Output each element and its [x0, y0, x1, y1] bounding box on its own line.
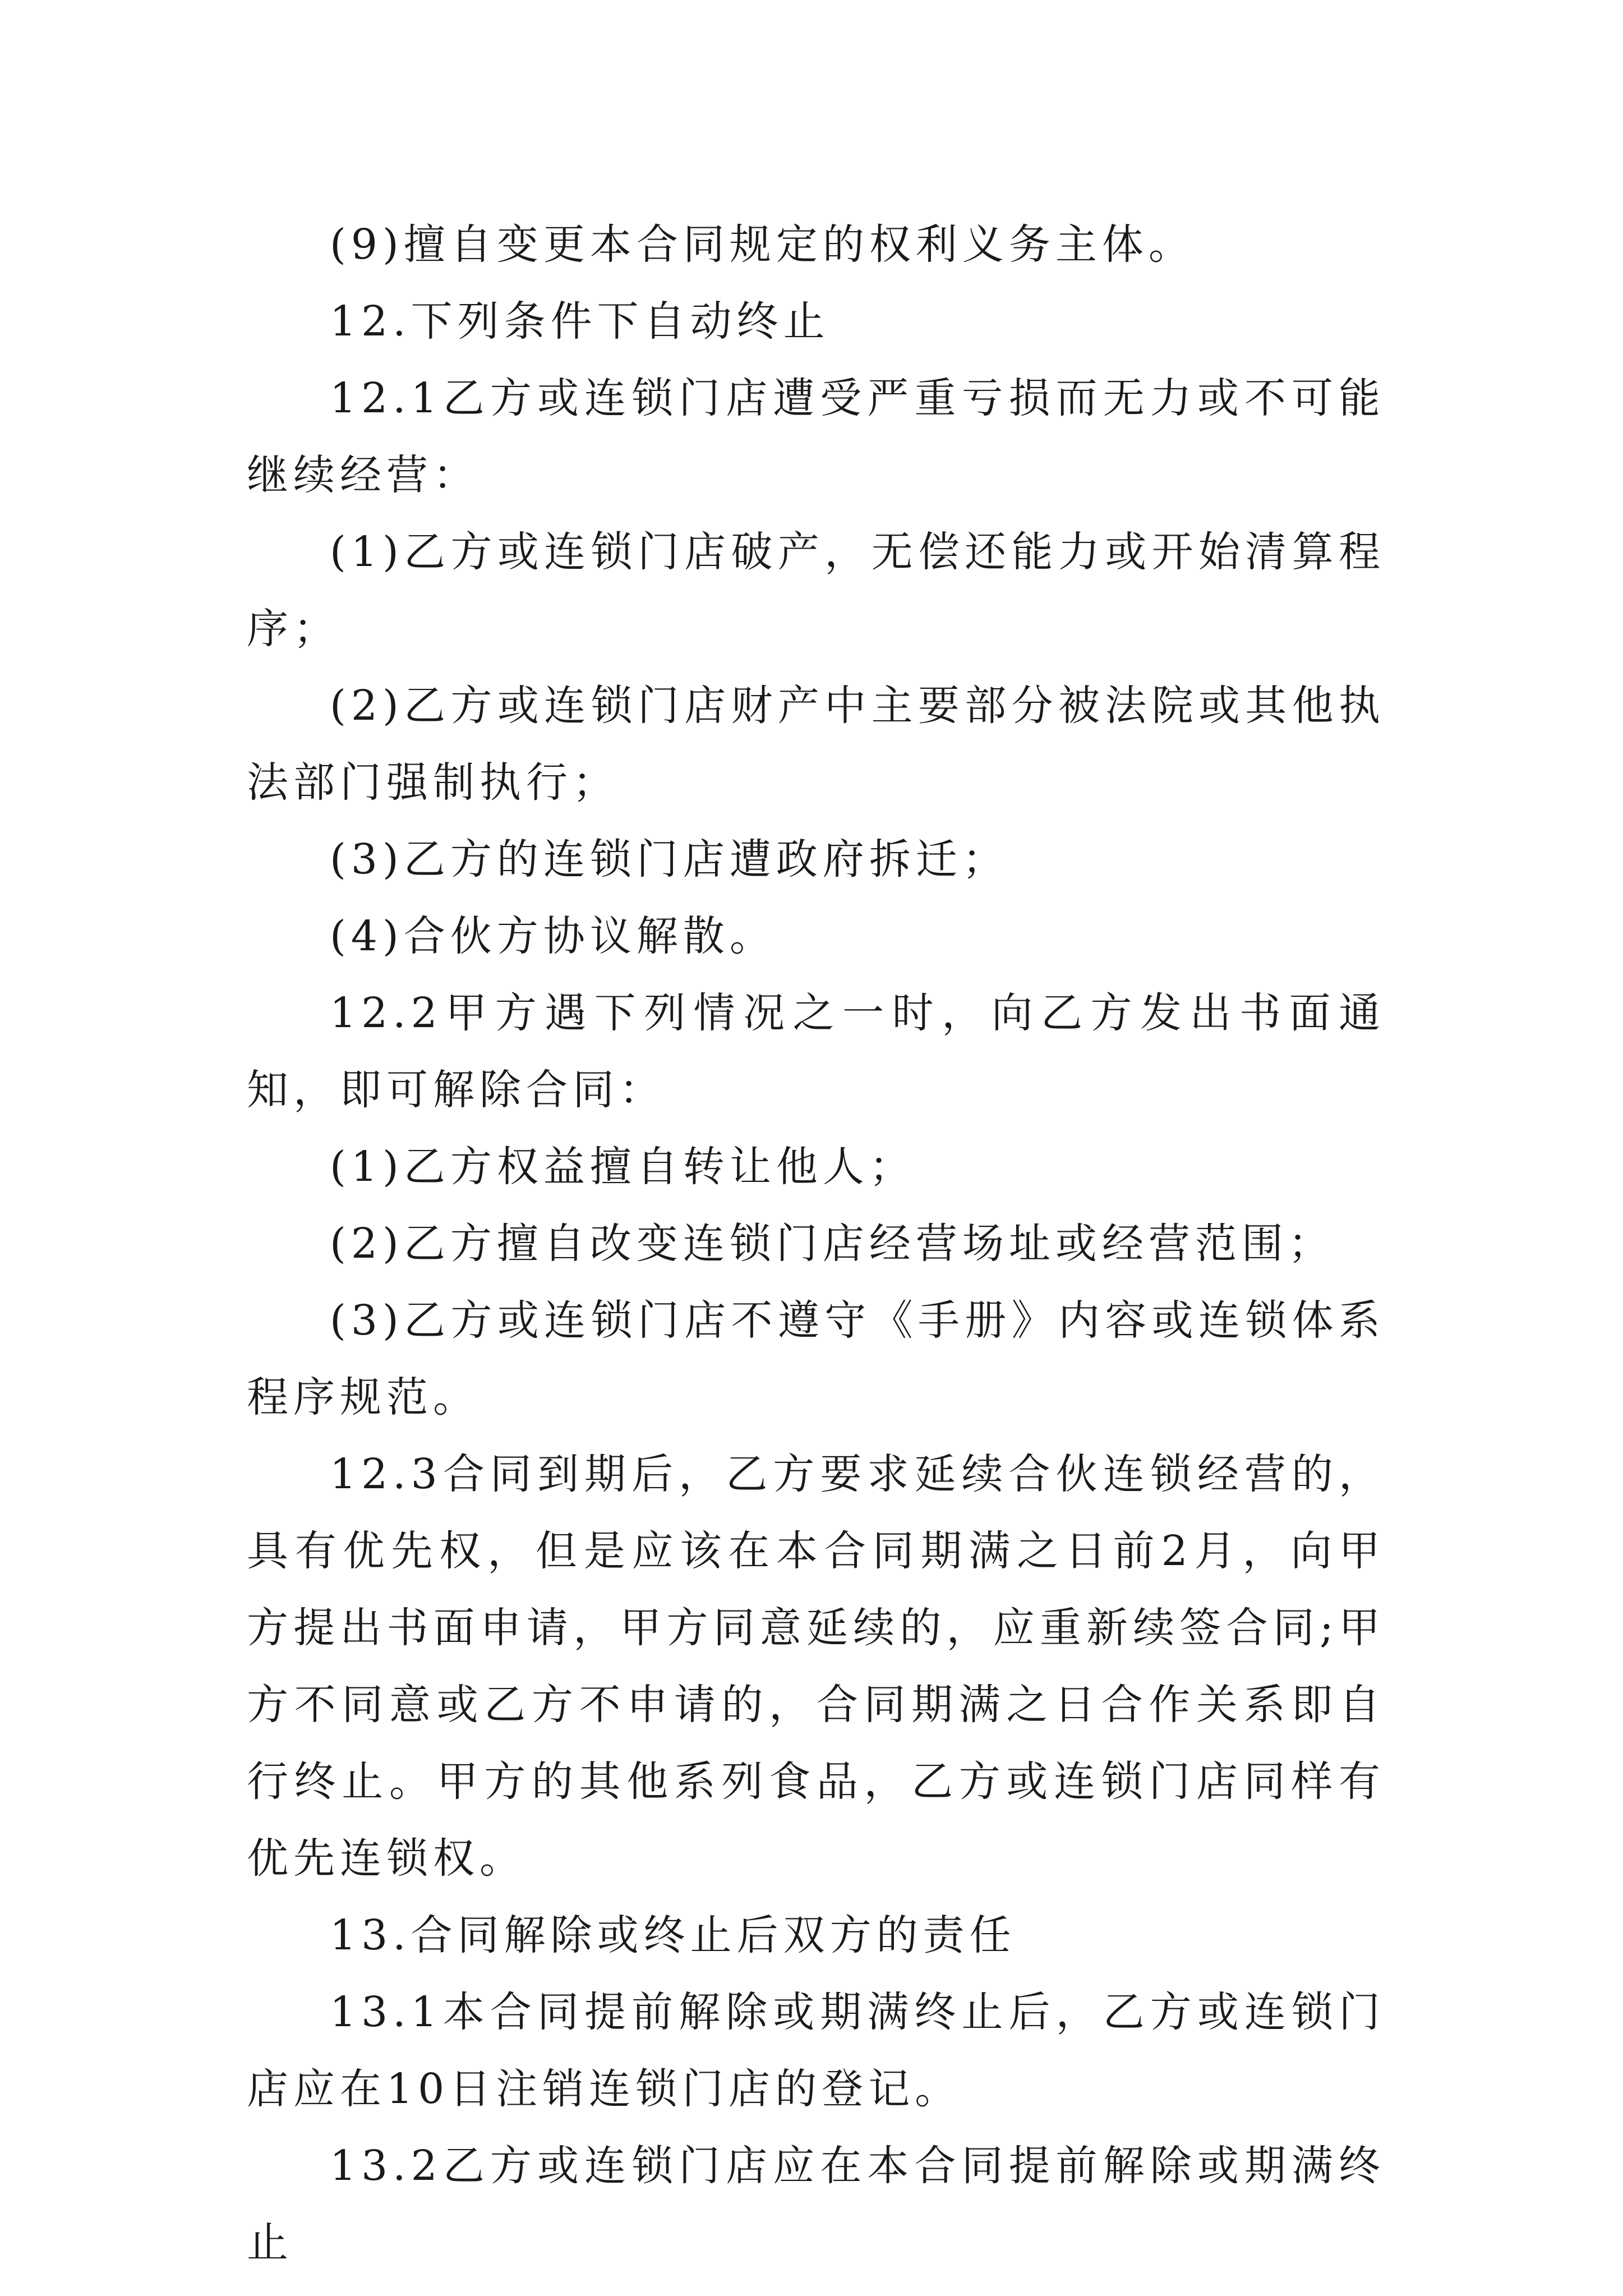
section-13-heading: 13.合同解除或终止后双方的责任	[330, 1911, 1016, 1959]
clause-12-1-item-2: (2)乙方或连锁门店财产中主要部分被法院或其他执法部门强制执行；	[247, 682, 1385, 807]
clause-13-1-paragraph: 13.1本合同提前解除或期满终止后，乙方或连锁门店应在10日注销连锁门店的登记。	[247, 1988, 1385, 2113]
clause-12-2-item-2: (2)乙方擅自改变连锁门店经营场址或经营范围；	[330, 1220, 1335, 1268]
clause-13-2-paragraph: 13.2乙方或连锁门店应在本合同提前解除或期满终止	[247, 2142, 1385, 2267]
clause-12-2-item-1: (1)乙方权益擅自转让他人；	[330, 1143, 916, 1191]
clause-12-1-item-1: (1)乙方或连锁门店破产，无偿还能力或开始清算程序；	[247, 528, 1385, 653]
clause-12-2-paragraph: 12.2甲方遇下列情况之一时，向乙方发出书面通知，即可解除合同：	[247, 989, 1385, 1114]
clause-12-1-item-3: (3)乙方的连锁门店遭政府拆迁；	[330, 835, 1009, 884]
clause-9-paragraph: (9)擅自变更本合同规定的权利义务主体。	[330, 220, 1195, 269]
document-body	[247, 206, 1385, 2281]
section-12-heading: 12.下列条件下自动终止	[330, 297, 830, 346]
clause-12-3-paragraph: 12.3合同到期后，乙方要求延续合伙连锁经营的，具有优先权，但是应该在本合同期满之日前2月，向甲方提出书面申请，甲方同意延续的，应重新续签合同;甲方不同意或乙方不申请的，合同期满之日合作关系即自行终止。甲方的其他系列食品，乙方或连锁门店同样有优先连锁权。	[247, 1450, 1385, 1883]
clause-12-2-item-3: (3)乙方或连锁门店不遵守《手册》内容或连锁体系程序规范。	[247, 1296, 1385, 1421]
clause-12-1-paragraph: 12.1乙方或连锁门店遭受严重亏损而无力或不可能继续经营：	[247, 374, 1385, 499]
clause-12-1-item-4: (4)合伙方协议解散。	[330, 912, 776, 960]
